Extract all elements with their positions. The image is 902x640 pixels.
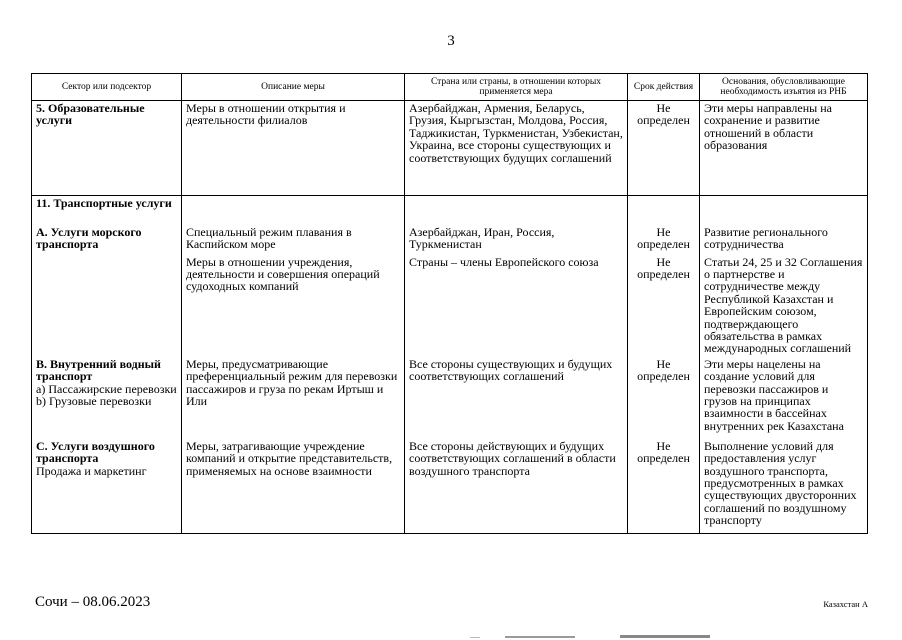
table-header-row (32, 74, 868, 101)
subsector-b: b) Грузовые перевозки (36, 393, 152, 408)
sector-title: А. Услуги морского транспорта (36, 224, 142, 251)
subsector: Продажа и маркетинг (36, 463, 147, 478)
header-description: Описание меры (182, 74, 405, 101)
cell-description: Меры, предусматривающие преференциальный режим для перевозки пассажиров и груза по рекам Иртыш и Или (182, 357, 405, 439)
cell-description (182, 196, 405, 225)
table-row (32, 101, 868, 196)
cell-sector (32, 101, 182, 196)
table-row (32, 196, 868, 225)
cell-countries: Все стороны существующих и будущих соответствующих соглашений (405, 357, 628, 439)
sector-title: В. Внутренний водный транспорт (36, 356, 161, 384)
header-sector: Сектор или подсектор (32, 74, 182, 101)
sector-title: 5. Образовательные услуги (36, 101, 145, 128)
cell-term (628, 196, 700, 225)
cell-basis: Выполнение условий для предоставления услуг воздушного транспорта, предусмотренных в рамках существующих двусторонних соглашений по воздушному транспорту (700, 439, 868, 534)
cell-term: Не определен (628, 357, 700, 439)
cell-sector (32, 439, 182, 534)
cell-basis: Развитие регионального сотрудничества (700, 225, 868, 255)
table-row (32, 357, 868, 439)
cell-sector (32, 196, 182, 225)
cell-sector (32, 357, 182, 439)
header-countries: Страна или страны, в отношении которых применяется мера (405, 74, 628, 101)
sector-title: 11. Транспортные услуги (36, 196, 172, 210)
cell-countries (405, 196, 628, 225)
cell-sector (32, 255, 182, 357)
page-number: 3 (447, 33, 455, 49)
cell-basis: Статьи 24, 25 и 32 Соглашения о партнерстве и сотрудничестве между Республикой Казахстан и Европейским союзом, подтверждающего обязательства в рамках международных соглашений (700, 255, 868, 357)
cell-term: Не определен (628, 101, 700, 196)
cell-countries: Азербайджан, Армения, Беларусь, Грузия, Кыргызстан, Молдова, Россия, Таджикистан, Туркменистан, Узбекистан, Украина, все стороны существующих и соответствующих будущих соглашений (405, 101, 628, 196)
cell-term: Не определен (628, 439, 700, 534)
table-row (32, 439, 868, 534)
sector-title: С. Услуги воздушного транспорта (36, 438, 155, 466)
scan-artifact-marks (470, 634, 730, 640)
footer-annex-label: Казахстан А (823, 599, 868, 609)
cell-basis (700, 196, 868, 225)
cell-basis: Эти меры нацелены на создание условий для перевозки пассажиров и грузов на принципах взаимности в бассейнах внутренних рек Казахстана (700, 357, 868, 439)
cell-description: Меры в отношении открытия и деятельности филиалов (182, 101, 405, 196)
cell-countries: Азербайджан, Иран, Россия, Туркменистан (405, 225, 628, 255)
cell-description: Специальный режим плавания в Каспийском море (182, 225, 405, 255)
cell-basis: Эти меры направлены на сохранение и развитие отношений в области образования (700, 101, 868, 196)
cell-description: Меры в отношении учреждения, деятельности и совершения операций судоходных компаний (182, 255, 405, 357)
cell-term: Не определен (628, 225, 700, 255)
header-term: Срок действия (628, 74, 700, 101)
cell-sector (32, 225, 182, 255)
cell-countries: Все стороны действующих и будущих соответствующих соглашений в области воздушного транспорта (405, 439, 628, 534)
table-row (32, 255, 868, 357)
cell-countries: Страны – члены Европейского союза (405, 255, 628, 357)
table-row (32, 225, 868, 255)
cell-term: Не определен (628, 255, 700, 357)
measures-table (31, 73, 868, 534)
footer-place-date: Сочи – 08.06.2023 (35, 594, 151, 610)
cell-description: Меры, затрагивающие учреждение компаний и открытие представительств, применяемых на основе взаимности (182, 439, 405, 534)
subsector-a: a) Пассажирские перевозки (36, 381, 177, 396)
header-basis: Основания, обусловливающие необходимость изъятия из РНБ (700, 74, 868, 101)
